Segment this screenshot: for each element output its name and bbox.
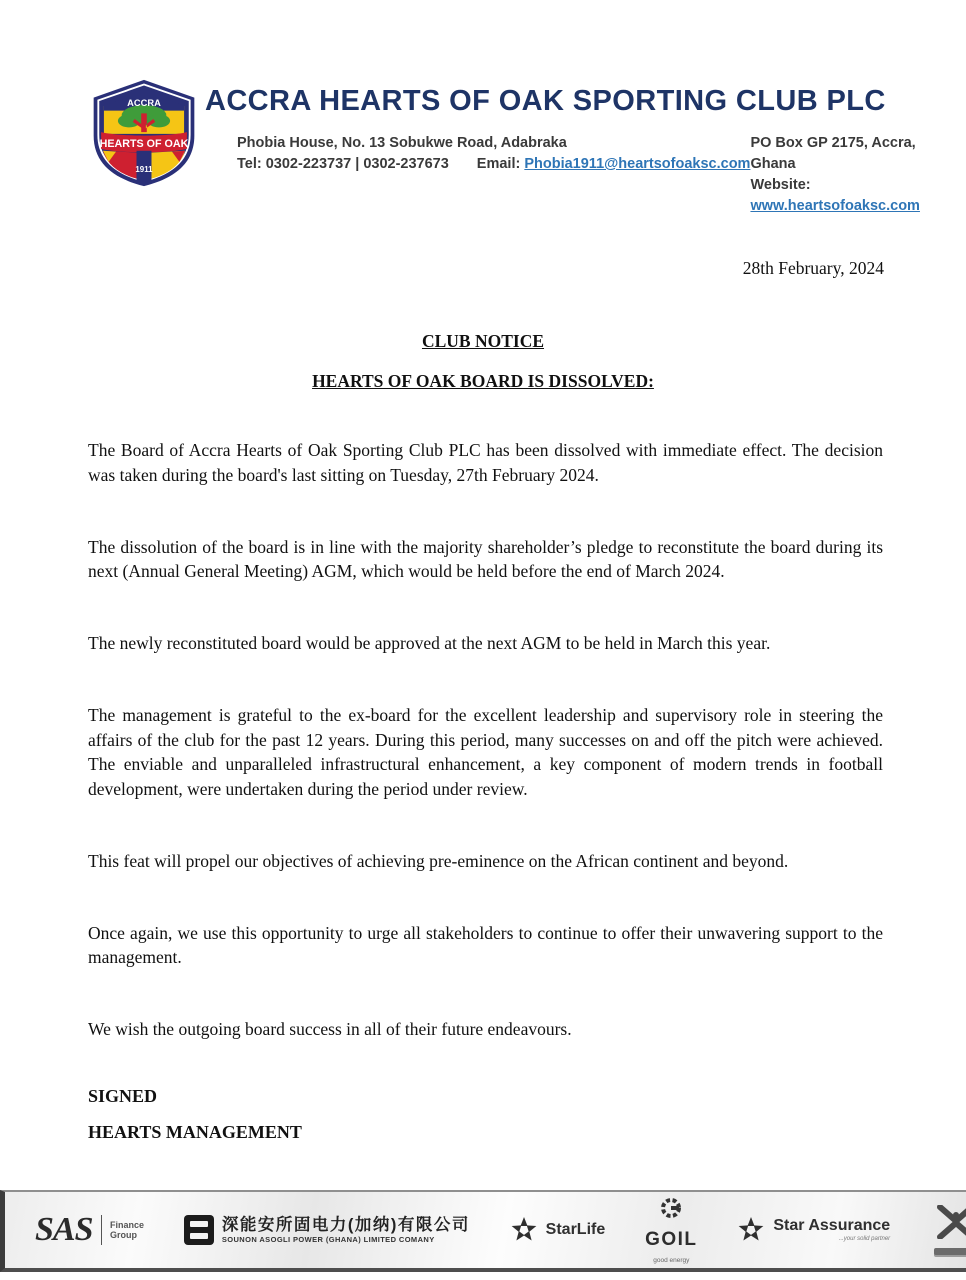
po-box-line: PO Box GP 2175, Accra, Ghana <box>750 135 916 172</box>
sas-divider <box>101 1215 103 1245</box>
letter-body <box>88 438 883 1089</box>
goil-tagline: good energy <box>653 1256 690 1264</box>
notice-titles <box>0 331 966 392</box>
crest-year-text: 1911 <box>135 165 153 175</box>
star-assurance-star-icon <box>737 1216 765 1244</box>
sponsor-banner <box>0 1190 966 1272</box>
star-assurance-tagline: ...your solid partner <box>838 1236 891 1242</box>
asogli-chinese-name: 深能安所固电力(加纳)有限公司 <box>221 1216 470 1234</box>
signature-block <box>88 1086 302 1143</box>
website-label: Website: <box>750 177 811 193</box>
starlife-name: StarLife <box>545 1221 606 1238</box>
sas-logo: SAS <box>35 1211 93 1248</box>
club-crest-logo <box>88 78 200 217</box>
letter-date: 28th February, 2024 <box>742 258 884 278</box>
asogli-english-name: SOUNON ASOGLI POWER (GHANA) LIMITED COMANY <box>221 1235 435 1244</box>
sponsor-goil <box>645 1196 697 1265</box>
website-link[interactable]: www.heartsofoaksc.com <box>750 198 920 214</box>
x-emblem-text-bar <box>934 1248 966 1255</box>
crest-shield-icon <box>88 78 200 188</box>
crest-top-text: ACCRA <box>127 97 161 108</box>
sas-sub-line1: Finance <box>110 1220 145 1230</box>
goil-name: GOIL <box>645 1228 698 1250</box>
paragraph-3: The newly reconstituted board would be approved at the next AGM to be held in March this year. <box>88 633 771 653</box>
paragraph-1: The Board of Accra Hearts of Oak Sporting Club PLC has been dissolved with immediate effect. The decision was taken during the board's last sitting on Tuesday, 27th February 2024. <box>88 440 883 485</box>
club-name-title: ACCRA HEARTS OF OAK SPORTING CLUB PLC <box>205 85 886 117</box>
telephone-numbers: Tel: 0302-223737 | 0302-237673 <box>237 156 449 172</box>
goil-g-icon <box>659 1196 683 1220</box>
sponsor-partial-emblem <box>930 1205 966 1255</box>
signed-label: SIGNED <box>88 1086 158 1106</box>
paragraph-6: Once again, we use this opportunity to urge all stakeholders to continue to offer their unwavering support to the management. <box>88 922 883 967</box>
sponsor-starlife <box>510 1216 606 1244</box>
asogli-logo-icon <box>184 1215 214 1245</box>
paragraph-5: This feat will propel our objectives of achieving pre-eminence on the African continent and beyond. <box>88 850 789 871</box>
star-assurance-name: Star Assurance <box>773 1217 891 1234</box>
contact-block <box>205 133 920 217</box>
website-line <box>750 175 920 217</box>
email-line <box>477 154 751 175</box>
x-emblem-icon <box>930 1205 966 1239</box>
signature-name: HEARTS MANAGEMENT <box>88 1122 302 1142</box>
paragraph-4: The management is grateful to the ex-board for the excellent leadership and supervisory role in steering the affairs of the club for the past 12 years. During this period, many successes on and off the pitch were achieved. The enviable and unparalleled infrastructural enhancement, a key component of modern trends in football development, were undertaken during the period under review. <box>88 705 883 799</box>
starlife-star-icon <box>510 1216 538 1244</box>
sponsor-sas <box>35 1211 144 1249</box>
paragraph-7: We wish the outgoing board success in all of their future endeavours. <box>88 1019 572 1039</box>
sponsor-asogli <box>184 1215 470 1245</box>
address-line: Phobia House, No. 13 Sobukwe Road, Adabraka <box>237 135 567 151</box>
paragraph-2: The dissolution of the board is in line with the majority shareholder’s pledge to reconstitute the board during its next (Annual General Meeting) AGM, which would be held before the end of March 2024. <box>88 536 883 581</box>
sas-sub-line2: Group <box>110 1230 137 1240</box>
email-label: Email: <box>476 156 521 172</box>
notice-title: CLUB NOTICE <box>421 331 545 351</box>
crest-banner-text: HEARTS OF OAK <box>99 137 189 150</box>
letterhead <box>88 78 920 217</box>
email-link[interactable]: Phobia1911@heartsofoaksc.com <box>524 156 751 172</box>
notice-subtitle: HEARTS OF OAK BOARD IS DISSOLVED: <box>312 371 654 391</box>
sponsor-star-assurance <box>737 1216 890 1244</box>
